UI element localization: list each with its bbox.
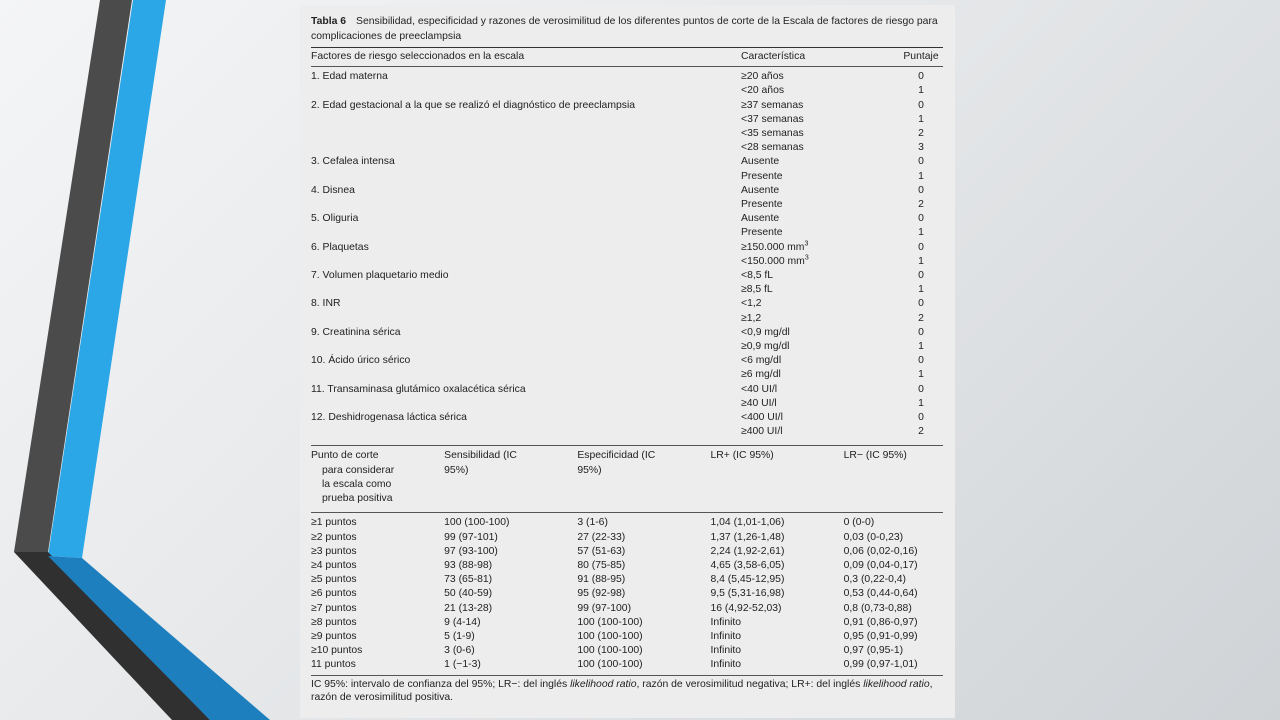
factor-score: 2: [918, 128, 924, 140]
characteristic-text: Ausente: [741, 184, 780, 196]
specificity-cell: 100 (100-100): [577, 645, 643, 657]
specificity-cell: 91 (88-95): [577, 574, 626, 586]
factor-name: [311, 425, 741, 439]
lr-negative-cell: 0,91 (0,86-0,97): [843, 616, 918, 628]
factor-characteristic: [741, 368, 901, 382]
factor-row: [311, 226, 943, 240]
footnote-segment: likelihood ratio: [570, 678, 637, 690]
table-row: [311, 587, 943, 601]
factor-name: 1. Edad materna: [311, 71, 388, 83]
table-row: [311, 531, 943, 545]
factor-name: [311, 226, 741, 240]
factor-score: 1: [918, 341, 924, 353]
factor-name: [311, 283, 741, 297]
factor-score: 1: [918, 227, 924, 239]
factor-row: [311, 84, 943, 98]
performance-header-row: [311, 446, 943, 512]
factor-score: 3: [918, 142, 924, 154]
specificity-cell: 100 (100-100): [577, 659, 643, 671]
sensitivity-cell: 97 (93-100): [444, 545, 498, 557]
header-cutoff: [311, 449, 444, 506]
factor-name: [311, 312, 741, 326]
lr-positive-cell: 2,24 (1,92-2,61): [710, 545, 785, 557]
sensitivity-cell: 99 (97-101): [444, 531, 498, 543]
factor-characteristic: [741, 425, 901, 439]
factor-characteristic: [741, 241, 901, 255]
factor-name: [311, 397, 741, 411]
cutoff-cell: ≥1 puntos: [311, 517, 357, 529]
characteristic-superscript: 3: [804, 254, 809, 262]
factor-score: 0: [918, 71, 924, 83]
factor-row: [311, 297, 943, 311]
lr-positive-cell: 8,4 (5,45-12,95): [710, 574, 785, 586]
factor-row: [311, 113, 943, 127]
factor-characteristic: [741, 255, 901, 269]
factor-row: [311, 340, 943, 354]
lr-positive-cell: Infinito: [710, 645, 742, 657]
table-row: [311, 602, 943, 616]
factors-header-row: [311, 48, 943, 66]
factor-characteristic: [741, 184, 901, 198]
factor-row: [311, 241, 943, 255]
specificity-cell: 100 (100-100): [577, 616, 643, 628]
table-row: [311, 545, 943, 559]
characteristic-text: <150.000 mm: [741, 255, 805, 267]
factor-score: 0: [918, 270, 924, 282]
factor-characteristic: [741, 127, 901, 141]
factor-characteristic: [741, 326, 901, 340]
header-specificity-line: Especificidad (IC: [577, 450, 656, 462]
table-document: [300, 5, 955, 718]
factor-row: [311, 170, 943, 184]
header-sensitivity-line: Sensibilidad (IC: [444, 450, 517, 462]
factor-characteristic: [741, 312, 901, 326]
factor-characteristic: [741, 297, 901, 311]
dark-gray-stripe: [14, 552, 210, 720]
lr-positive-cell: 4,65 (3,58-6,05): [710, 559, 785, 571]
factor-name: [311, 127, 741, 141]
header-specificity: [577, 449, 710, 506]
factor-row: [311, 255, 943, 269]
factor-score: 1: [918, 369, 924, 381]
characteristic-text: Ausente: [741, 156, 780, 168]
factor-score: 0: [918, 383, 924, 395]
factor-name: [311, 113, 741, 127]
table-row: [311, 573, 943, 587]
footnote-segment: , razón de verosimilitud negativa; LR+: del inglés: [636, 678, 864, 690]
characteristic-text: <400 UI/l: [741, 412, 783, 424]
factor-row: [311, 368, 943, 382]
factor-score: 1: [918, 255, 924, 267]
lr-negative-cell: 0,03 (0-0,23): [843, 531, 904, 543]
header-lr-negative-line: LR− (IC 95%): [843, 450, 907, 462]
factor-name: [311, 198, 741, 212]
characteristic-text: ≥0,9 mg/dl: [741, 341, 790, 353]
factor-row: [311, 70, 943, 84]
specificity-cell: 27 (22-33): [577, 531, 626, 543]
characteristic-text: ≥8,5 fL: [741, 284, 773, 296]
characteristic-text: ≥150.000 mm: [741, 241, 805, 253]
factor-score: 0: [918, 298, 924, 310]
factor-characteristic: [741, 99, 901, 113]
header-factor: Factores de riesgo seleccionados en la escala: [311, 51, 525, 62]
cutoff-cell: 11 puntos: [311, 659, 356, 671]
factor-row: [311, 326, 943, 340]
factor-score: 2: [918, 312, 924, 324]
characteristic-text: ≥6 mg/dl: [741, 369, 781, 381]
header-lr-positive-line: LR+ (IC 95%): [710, 450, 774, 462]
cutoff-cell: ≥3 puntos: [311, 545, 357, 557]
factor-characteristic: [741, 113, 901, 127]
cutoff-cell: ≥2 puntos: [311, 531, 357, 543]
factor-score: 0: [918, 99, 924, 111]
factor-name: 7. Volumen plaquetario medio: [311, 270, 449, 282]
factor-score: 2: [918, 426, 924, 438]
factor-row: [311, 383, 943, 397]
factor-characteristic: [741, 397, 901, 411]
characteristic-text: Ausente: [741, 213, 780, 225]
header-cutoff-line: prueba positiva: [322, 493, 393, 505]
cutoff-cell: ≥4 puntos: [311, 559, 357, 571]
header-sensitivity: [444, 449, 577, 506]
cutoff-cell: ≥9 puntos: [311, 630, 357, 642]
factor-row: [311, 397, 943, 411]
table-caption: [311, 14, 943, 44]
cutoff-cell: ≥10 puntos: [311, 645, 363, 657]
factor-row: [311, 425, 943, 439]
factor-characteristic: [741, 155, 901, 169]
factor-name: 2. Edad gestacional a la que se realizó el diagnóstico de preeclampsia: [311, 99, 636, 111]
sensitivity-cell: 50 (40-59): [444, 588, 493, 600]
lr-negative-cell: 0,99 (0,97-1,01): [843, 659, 918, 671]
factor-row: [311, 354, 943, 368]
factor-name: 12. Deshidrogenasa láctica sérica: [311, 412, 467, 424]
characteristic-text: <20 años: [741, 85, 785, 97]
characteristic-text: <35 semanas: [741, 128, 804, 140]
factor-score: 1: [918, 397, 924, 409]
factor-name: [311, 368, 741, 382]
header-lr-positive: [710, 449, 843, 506]
factor-row: [311, 269, 943, 283]
factor-score: 0: [918, 412, 924, 424]
sensitivity-cell: 93 (88-98): [444, 559, 493, 571]
characteristic-text: <1,2: [741, 298, 762, 310]
characteristic-text: ≥1,2: [741, 312, 762, 324]
factor-name: [311, 340, 741, 354]
factor-score: 1: [918, 170, 924, 182]
lr-negative-cell: 0,3 (0,22-0,4): [843, 574, 907, 586]
factor-score: 0: [918, 184, 924, 196]
factor-score: 0: [918, 355, 924, 367]
characteristic-text: <0,9 mg/dl: [741, 326, 790, 338]
characteristic-text: <8,5 fL: [741, 270, 774, 282]
sensitivity-cell: 73 (65-81): [444, 574, 493, 586]
factor-row: [311, 141, 943, 155]
factor-name: 11. Transaminasa glutámico oxalacética sérica: [311, 383, 526, 395]
table-row: [311, 516, 943, 530]
factor-name: 8. INR: [311, 298, 341, 310]
sensitivity-cell: 21 (13-28): [444, 602, 493, 614]
factor-name: 5. Oliguria: [311, 213, 359, 225]
table-label: Tabla 6: [311, 16, 347, 27]
factor-row: [311, 283, 943, 297]
lr-negative-cell: 0,06 (0,02-0,16): [843, 545, 918, 557]
lr-positive-cell: 16 (4,92-52,03): [710, 602, 782, 614]
characteristic-text: ≥40 UI/l: [741, 397, 777, 409]
lr-positive-cell: Infinito: [710, 659, 742, 671]
factor-score: 0: [918, 156, 924, 168]
cutoff-cell: ≥5 puntos: [311, 574, 357, 586]
factor-characteristic: [741, 212, 901, 226]
characteristic-text: ≥20 años: [741, 71, 784, 83]
specificity-cell: 80 (75-85): [577, 559, 626, 571]
factor-score: 1: [918, 284, 924, 296]
factor-name: [311, 84, 741, 98]
specificity-cell: 100 (100-100): [577, 630, 643, 642]
characteristic-text: ≥400 UI/l: [741, 426, 783, 438]
header-lr-negative: [844, 449, 943, 506]
characteristic-text: <28 semanas: [741, 142, 804, 154]
specificity-cell: 57 (51-63): [577, 545, 626, 557]
factor-score: 0: [918, 326, 924, 338]
factor-score: 0: [918, 241, 924, 253]
header-cutoff-line: la escala como: [322, 478, 392, 490]
lr-positive-cell: 1,37 (1,26-1,48): [710, 531, 785, 543]
factor-characteristic: [741, 170, 901, 184]
table-footnote: [311, 676, 943, 705]
lr-positive-cell: Infinito: [710, 616, 742, 628]
factor-score: 1: [918, 85, 924, 97]
factor-row: [311, 312, 943, 326]
factor-characteristic: [741, 226, 901, 240]
factor-name: [311, 255, 741, 269]
lr-positive-cell: Infinito: [710, 630, 742, 642]
sensitivity-cell: 3 (0-6): [444, 645, 475, 657]
footnote-segment: IC 95%: intervalo de confianza del 95%; LR−: del inglés: [311, 678, 571, 690]
table-row: [311, 616, 943, 630]
factor-row: [311, 212, 943, 226]
lr-negative-cell: 0 (0-0): [843, 517, 875, 529]
header-specificity-line: 95%): [577, 464, 602, 476]
factor-name: 4. Disnea: [311, 184, 355, 196]
factor-score: 1: [918, 113, 924, 125]
characteristic-text: ≥37 semanas: [741, 99, 804, 111]
factor-characteristic: [741, 383, 901, 397]
specificity-cell: 3 (1-6): [577, 517, 608, 529]
factor-name: 10. Ácido úrico sérico: [311, 355, 411, 367]
table-row: [311, 644, 943, 658]
sensitivity-cell: 100 (100-100): [444, 517, 510, 529]
footnote-segment: , razón de verosimilitud positiva.: [311, 678, 933, 704]
sensitivity-cell: 5 (1-9): [444, 630, 475, 642]
factor-score: 2: [918, 199, 924, 211]
factor-characteristic: [741, 269, 901, 283]
lr-negative-cell: 0,09 (0,04-0,17): [843, 559, 918, 571]
header-cutoff-line: para considerar: [322, 464, 395, 476]
sensitivity-cell: 9 (4-14): [444, 616, 481, 628]
performance-table-body: [311, 513, 943, 674]
table-row: [311, 630, 943, 644]
factor-characteristic: [741, 340, 901, 354]
lr-positive-cell: 1,04 (1,01-1,06): [710, 517, 785, 529]
characteristic-text: Presente: [741, 170, 783, 182]
decorative-stripes: [0, 0, 300, 720]
factor-characteristic: [741, 354, 901, 368]
factor-row: [311, 198, 943, 212]
characteristic-text: Presente: [741, 227, 783, 239]
header-characteristic: Característica: [741, 51, 806, 62]
lr-negative-cell: 0,53 (0,44-0,64): [843, 588, 918, 600]
factor-characteristic: [741, 198, 901, 212]
factor-characteristic: [741, 141, 901, 155]
factor-row: [311, 127, 943, 141]
cutoff-cell: ≥7 puntos: [311, 602, 357, 614]
factor-row: [311, 411, 943, 425]
cutoff-cell: ≥8 puntos: [311, 616, 357, 628]
factor-name: [311, 141, 741, 155]
factor-row: [311, 184, 943, 198]
table-row: [311, 658, 943, 672]
factor-name: 9. Creatinina sérica: [311, 326, 401, 338]
header-cutoff-line: Punto de corte: [311, 450, 379, 462]
factor-name: 3. Cefalea intensa: [311, 156, 395, 168]
factor-characteristic: [741, 283, 901, 297]
footnote-segment: likelihood ratio: [863, 678, 930, 690]
lr-negative-cell: 0,97 (0,95-1): [843, 645, 904, 657]
factor-row: [311, 99, 943, 113]
lr-negative-cell: 0,95 (0,91-0,99): [843, 630, 918, 642]
factor-characteristic: [741, 411, 901, 425]
factor-characteristic: [741, 84, 901, 98]
sensitivity-cell: 1 (−1-3): [444, 659, 481, 671]
factor-name: 6. Plaquetas: [311, 241, 369, 253]
lr-negative-cell: 0,8 (0,73-0,88): [843, 602, 912, 614]
characteristic-text: <6 mg/dl: [741, 355, 782, 367]
characteristic-text: Presente: [741, 199, 783, 211]
table-caption-text: Sensibilidad, especificidad y razones de verosimilitud de los diferentes puntos de corte de la Escala de factores de riesgo para complicaciones de preeclampsia: [311, 16, 938, 42]
characteristic-superscript: 3: [804, 240, 809, 248]
cutoff-cell: ≥6 puntos: [311, 588, 357, 600]
factor-characteristic: [741, 70, 901, 84]
table-row: [311, 559, 943, 573]
lr-positive-cell: 9,5 (5,31-16,98): [710, 588, 785, 600]
specificity-cell: 95 (92-98): [577, 588, 626, 600]
factor-name: [311, 170, 741, 184]
specificity-cell: 99 (97-100): [577, 602, 632, 614]
factor-row: [311, 155, 943, 169]
characteristic-text: <40 UI/l: [741, 383, 778, 395]
header-sensitivity-line: 95%): [444, 464, 469, 476]
factors-table-body: [311, 67, 943, 445]
characteristic-text: <37 semanas: [741, 113, 804, 125]
factor-score: 0: [918, 213, 924, 225]
header-score: Puntaje: [903, 51, 939, 62]
